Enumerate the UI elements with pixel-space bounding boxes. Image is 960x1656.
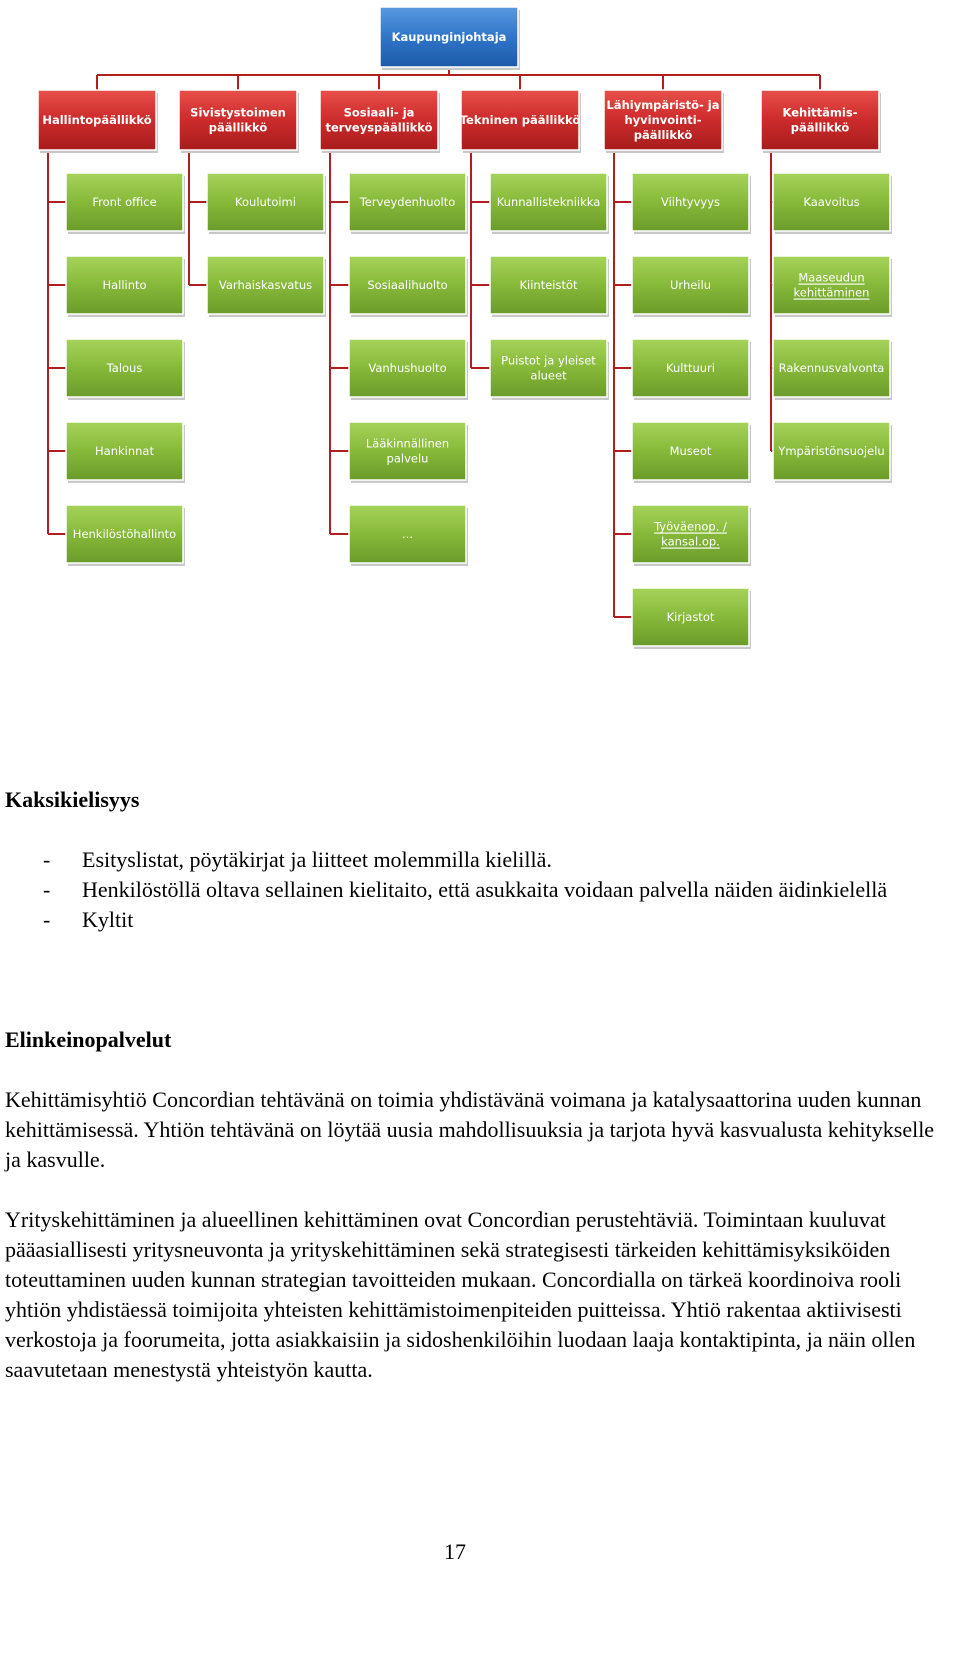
unit-box — [490, 339, 609, 400]
director-box — [380, 7, 520, 70]
unit-box — [632, 422, 751, 483]
unit-box — [490, 256, 609, 317]
list-item: - Kyltit — [43, 907, 134, 932]
box-label: kansal.op. — [661, 534, 720, 549]
box-label: Maaseudun — [798, 270, 865, 285]
box-label: Hallinto — [102, 278, 147, 292]
box-label: Kaupunginjohtaja — [391, 30, 507, 44]
box-label: Lääkinnällinen — [365, 436, 450, 451]
unit-box — [632, 173, 751, 234]
unit-box — [632, 339, 751, 400]
unit-box — [773, 173, 892, 234]
unit-box — [349, 422, 468, 483]
unit-box — [773, 422, 892, 483]
box-label: Hallintopäällikkö — [42, 113, 152, 127]
org-chart — [0, 0, 960, 700]
box-label: päällikkö — [790, 120, 850, 135]
box-label: Sivistystoimen — [190, 105, 286, 120]
head-box — [179, 90, 299, 153]
box-label: alueet — [530, 368, 567, 383]
box-label: kehittäminen — [793, 285, 870, 300]
box-label: Kaavoitus — [803, 195, 860, 209]
box-label: Henkilöstöhallinto — [72, 527, 177, 541]
unit-box — [632, 505, 751, 566]
unit-box — [66, 422, 185, 483]
unit-box — [773, 256, 892, 317]
box-label: palvelu — [386, 451, 429, 466]
paragraph: Kehittämisyhtiö Concordian tehtävänä on toimia yhdistävänä voimana ja katalysaattorina uuden kunnan kehittämisessä. Yhtiön tehtävänä on löytää uusia mahdollisuuksia ja tarjota hyvä kasvualusta kehitykselle ja kasvulle. — [5, 1087, 935, 1172]
head-box — [761, 90, 881, 153]
unit-box — [66, 256, 185, 317]
unit-box — [632, 588, 751, 649]
section-heading-elinkeinopalvelut: Elinkeinopalvelut — [5, 1027, 172, 1052]
unit-box — [773, 339, 892, 400]
head-box — [460, 90, 581, 153]
org-boxes — [38, 7, 892, 649]
box-label: Koulutoimi — [235, 195, 296, 209]
box-label: Sosiaalihuolto — [367, 278, 448, 292]
unit-box — [349, 339, 468, 400]
box-label: Kiinteistöt — [519, 278, 578, 292]
box-label: Työväenop. / — [654, 519, 727, 534]
paragraph: Yrityskehittäminen ja alueellinen kehittäminen ovat Concordian perustehtäviä. Toimintaan kuuluvat pääasiallisesti yritysneuvonta ja yrityskehittäminen sekä strategisesti tärkeiden kehittämisyksiköiden toteuttaminen uuden kunnan strategian tavoitteiden mukaan. Concordialla on tärkeä koordinoiva rooli yhtiön yhdistäessä toimijoita yhteisten kehittämistoimenpiteiden puitteissa. Yhtiö rakentaa aktiivisesti verkostoja ja foorumeita, jotta asiakkaisiin ja sidoshenkilöihin luodaan laaja kontaktipinta, ja näin ollen saavutetaan menestystä yhteistyön kautta. — [5, 1207, 916, 1382]
box-label: Kehittämis- — [782, 105, 858, 120]
box-label: Hankinnat — [95, 444, 154, 458]
box-label: Lähiympäristö- ja — [606, 98, 720, 112]
section-heading-kaksikielisyys: Kaksikielisyys — [5, 787, 140, 812]
head-box — [604, 90, 724, 153]
box-label: Varhaiskasvatus — [218, 278, 313, 292]
box-label: Rakennusvalvonta — [778, 361, 885, 375]
head-box — [320, 90, 440, 153]
box-label: hyvinvointi- — [624, 113, 702, 127]
unit-box — [349, 173, 468, 234]
unit-box — [66, 173, 185, 234]
box-label: Vanhushuolto — [368, 361, 447, 375]
box-label: Urheilu — [670, 278, 711, 292]
box-label: Sosiaali- ja — [343, 105, 415, 120]
unit-box — [207, 256, 326, 317]
unit-box — [349, 256, 468, 317]
unit-box — [490, 173, 609, 234]
list-item: - Henkilöstöllä oltava sellainen kielitaito, että asukkaita voidaan palvella näiden äidinkielellä — [43, 877, 888, 902]
unit-box — [349, 505, 468, 566]
unit-box — [66, 339, 185, 400]
box-label: Kirjastot — [666, 610, 715, 624]
box-label: ... — [402, 527, 413, 541]
unit-box — [66, 505, 185, 566]
box-label: Museot — [669, 444, 712, 458]
box-label: Kunnallistekniikka — [496, 195, 601, 209]
box-label: Puistot ja yleiset — [501, 353, 596, 368]
box-label: Kulttuuri — [666, 361, 715, 375]
bilingual-list — [0, 845, 940, 935]
box-label: Tekninen päällikkö — [459, 113, 581, 127]
box-label: Talous — [106, 361, 143, 375]
unit-box — [632, 256, 751, 317]
box-label: Terveydenhuolto — [359, 195, 456, 209]
box-label: päällikkö — [633, 128, 693, 142]
head-box — [38, 90, 158, 153]
page-number: 17 — [444, 1539, 466, 1564]
box-label: päällikkö — [208, 120, 268, 135]
unit-box — [207, 173, 326, 234]
box-label: Viihtyvyys — [660, 195, 721, 209]
list-item: - Esityslistat, pöytäkirjat ja liitteet molemmilla kielillä. — [43, 847, 552, 872]
box-label: terveyspäällikkö — [325, 120, 433, 135]
box-label: Ympäristönsuojelu — [778, 444, 885, 458]
box-label: Front office — [92, 195, 157, 209]
